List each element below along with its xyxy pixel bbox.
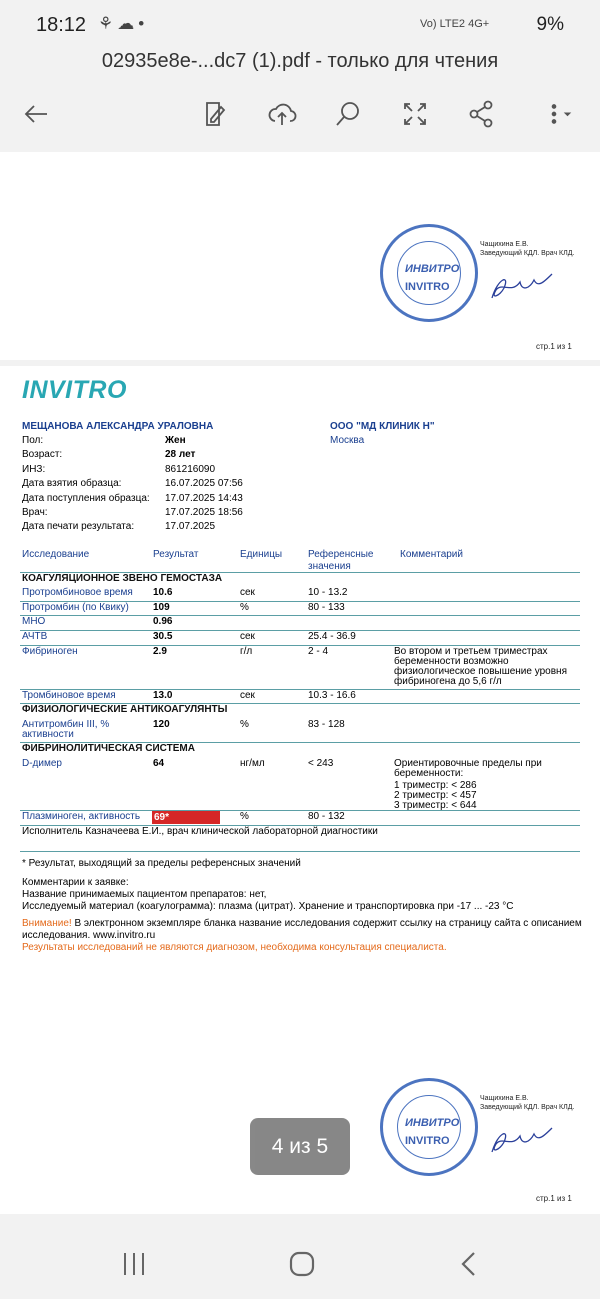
warning-note (22, 918, 592, 930)
cell-ref: 10 - 13.2 (308, 587, 348, 598)
cell-result: 64 (153, 758, 165, 769)
signature-scribble-bottom (488, 1118, 558, 1162)
field-label: Дата печати результата: (22, 521, 135, 533)
search-icon[interactable] (330, 96, 366, 132)
field-label: Возраст: (22, 449, 63, 461)
section-fibrinolysis: ФИБРИНОЛИТИЧЕСКАЯ СИСТЕМА (22, 743, 195, 754)
lab-stamp: ИНВИТРО INVITRO (380, 224, 478, 322)
cell-result: 30.5 (153, 631, 173, 642)
cell-result: 2.9 (153, 646, 167, 657)
field-value: Жен (165, 435, 186, 446)
field-value: 16.07.2025 07:56 (165, 478, 243, 490)
field-label: Дата взятия образца: (22, 478, 122, 490)
fullscreen-icon[interactable] (397, 96, 433, 132)
page-label: стр.1 из 1 (536, 342, 572, 351)
footer-divider (20, 851, 580, 852)
battery-level: 9% (536, 14, 564, 35)
warning-label: Внимание! (22, 918, 72, 929)
section-coagulation: КОАГУЛЯЦИОННОЕ ЗВЕНО ГЕМОСТАЗА (22, 573, 223, 584)
document-title: 02935e8e-...dc7 (1).pdf - только для чтения (101, 50, 499, 72)
cell-units: % (240, 811, 249, 822)
header-ref: Референсные значения (308, 549, 374, 572)
upload-icon[interactable] (264, 96, 300, 132)
share-icon[interactable] (463, 96, 499, 132)
cell-comment: Во втором и третьем триместрах беременности возможно физиологическое повышение уровня фибриногена до 5,6 г/л (394, 646, 567, 687)
cell-ref: 80 - 133 (308, 602, 345, 613)
cell-test: Фибриноген (22, 646, 78, 657)
status-time: 18:12 (36, 14, 87, 36)
field-value: 17.07.2025 14:43 (165, 492, 243, 504)
field-value: 28 лет (165, 449, 196, 461)
page-label-bottom: стр.1 из 1 (536, 1194, 572, 1203)
row-divider (20, 703, 580, 704)
cell-test: Тромбиновое время (22, 690, 116, 701)
disclaimer: Результаты исследований не являются диагнозом, необходима консультация специалиста. (22, 942, 447, 953)
cell-units: % (240, 602, 249, 613)
performer-note: Исполнитель Казначеева Е.И., врач клинической лабораторной диагностики (22, 826, 378, 837)
lab-stamp-bottom: ИНВИТРО INVITRO (380, 1078, 478, 1176)
comments-title: Комментарии к заявке: (22, 877, 129, 888)
cell-test: Протромбиновое время (22, 587, 133, 598)
cell-ref: 80 - 132 (308, 811, 345, 822)
clinic-name: ООО "МД КЛИНИК Н" (330, 421, 435, 432)
pdf-page-3 (0, 152, 600, 360)
signature-text-bottom: Чащихина Е.В. Заведующий КДЛ. Врач КЛД. (480, 1095, 575, 1111)
page-counter: 4 из 5 (250, 1118, 350, 1175)
field-value: 17.07.2025 (165, 521, 216, 533)
header-comment: Комментарий (400, 549, 463, 560)
row-divider (20, 630, 580, 631)
section-anticoagulants: ФИЗИОЛОГИЧЕСКИЕ АНТИКОАГУЛЯНТЫ (22, 704, 228, 715)
header-result: Результат (153, 549, 199, 560)
cell-test: МНО (22, 616, 46, 627)
row-divider (20, 615, 580, 616)
cell-ref: 83 - 128 (308, 719, 345, 730)
cell-units: г/л (240, 646, 253, 657)
cell-result: 0.96 (153, 616, 173, 627)
cell-test: D-димер (22, 758, 62, 769)
cell-units: сек (240, 690, 255, 701)
signature-scribble (488, 264, 558, 308)
back-arrow-icon[interactable] (18, 96, 54, 132)
trimester-2: 2 триместр: < 457 (394, 790, 477, 801)
cell-units: нг/мл (240, 758, 265, 769)
cell-ref: < 243 (308, 758, 334, 769)
cell-test: Протромбин (по Квику) (22, 602, 129, 613)
trimester-3: 3 триместр: < 644 (394, 800, 477, 811)
field-label: Пол: (22, 435, 44, 446)
flagged-result: 69* (152, 811, 220, 824)
footnote: * Результат, выходящий за пределы референсных значений (22, 858, 301, 869)
field-value: 861216090 (165, 463, 216, 475)
cell-result: 13.0 (153, 690, 173, 701)
cell-test: Плазминоген, активность (22, 811, 141, 822)
warning-text-2[interactable]: исследования. www.invitro.ru (22, 930, 156, 941)
header-units: Единицы (240, 549, 283, 560)
cell-ref: 2 - 4 (308, 646, 329, 657)
invitro-logo: INVITRO (22, 376, 127, 404)
network-status: Vo) LTE2 4G+ (420, 18, 490, 30)
status-notification-icons: ⚘☁• (98, 14, 149, 33)
cell-units: сек (240, 631, 255, 642)
field-label: Дата поступления образца: (22, 492, 150, 504)
cell-result: 10.6 (153, 587, 173, 598)
cell-ref: 25.4 - 36.9 (308, 631, 356, 642)
signature-text: Чащихина Е.В. Заведующий КДЛ. Врач КЛД. (480, 241, 575, 257)
cell-result: 120 (153, 719, 170, 730)
comments-line-2: Исследуемый материал (коагулограмма): плазма (цитрат). Хранение и транспортировка при -17 ... -23 °С (22, 901, 514, 912)
field-label: Врач: (22, 507, 48, 518)
cell-test: Антитромбин III, % активности (22, 719, 110, 740)
cell-units: % (240, 719, 249, 730)
recent-apps-icon[interactable] (114, 1246, 154, 1282)
back-icon[interactable] (450, 1246, 490, 1282)
comments-line-1: Название принимаемых пациентом препаратов: нет, (22, 889, 267, 900)
home-icon[interactable] (282, 1246, 322, 1282)
patient-name: МЕЩАНОВА АЛЕКСАНДРА УРАЛОВНА (22, 421, 214, 432)
clinic-city: Москва (330, 435, 365, 446)
cell-result: 109 (153, 602, 170, 613)
field-label: ИНЗ: (22, 463, 46, 475)
warning-text: В электронном экземпляре бланка название исследования содержит ссылку на страницу сайта с описанием (74, 918, 582, 929)
row-divider (20, 742, 580, 743)
cell-ref: 10.3 - 16.6 (308, 690, 356, 701)
cell-comment: Ориентировочные пределы при беременности: (394, 758, 542, 779)
cell-test: АЧТВ (22, 631, 48, 642)
cell-units: сек (240, 587, 255, 598)
field-value: 17.07.2025 18:56 (165, 507, 243, 518)
trimester-1: 1 триместр: < 286 (394, 780, 477, 791)
more-icon[interactable] (536, 96, 584, 132)
edit-icon[interactable] (198, 96, 234, 132)
header-test: Исследование (22, 549, 90, 560)
